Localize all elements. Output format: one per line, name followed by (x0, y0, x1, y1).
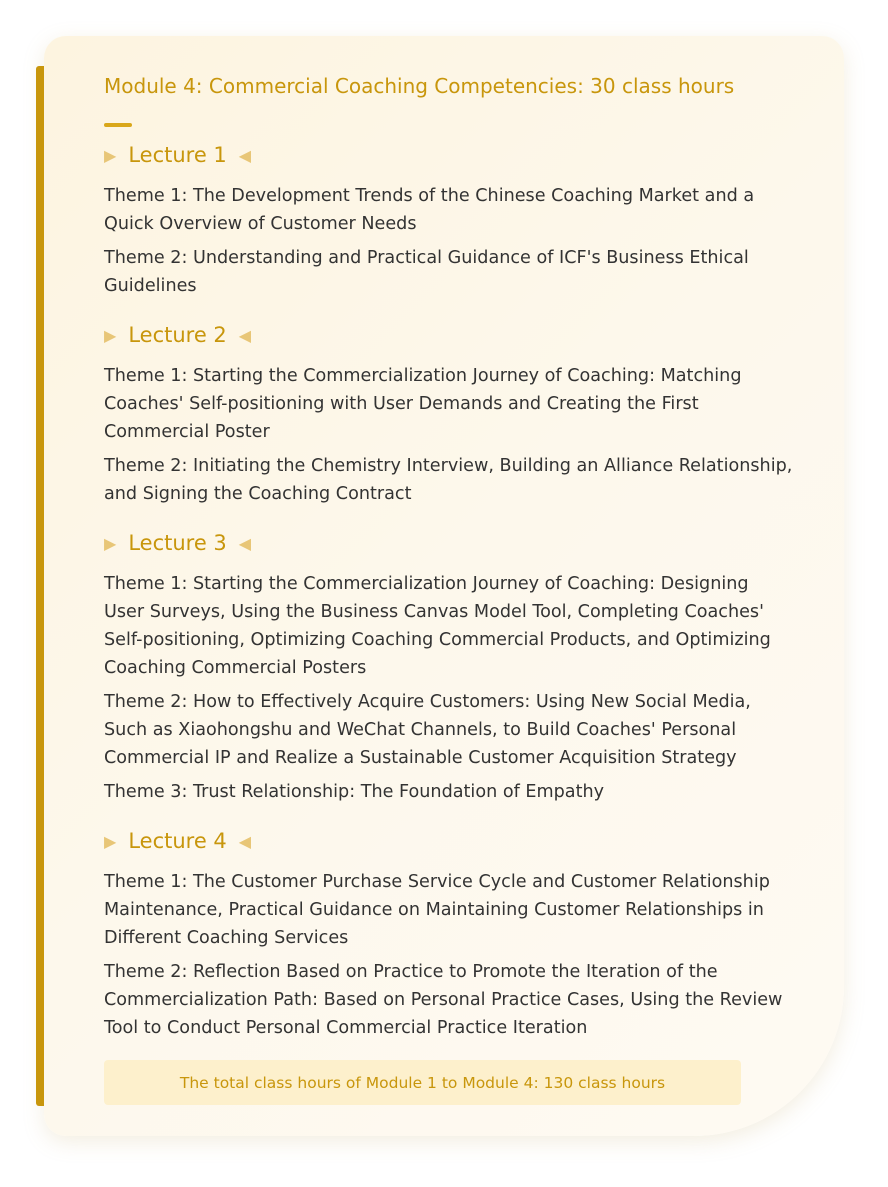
module-card (44, 36, 844, 1136)
lecture-heading (104, 826, 794, 856)
total-hours-banner (104, 1060, 741, 1105)
lecture-label: Lecture 3 (128, 531, 227, 555)
total-hours-text: The total class hours of Module 1 to Module 4: 130 class hours (179, 1073, 666, 1092)
lecture-heading (104, 528, 794, 558)
lecture-heading (104, 320, 794, 350)
triangle-right-icon: ▶ (104, 145, 117, 165)
triangle-right-icon: ▶ (104, 533, 117, 553)
triangle-left-icon: ◀ (238, 533, 252, 553)
lecture-3 (104, 528, 794, 806)
theme-item: Theme 2: Initiating the Chemistry Interview, Building an Alliance Relationship, and Signing the Coaching Contract (104, 456, 793, 504)
triangle-left-icon: ◀ (238, 831, 252, 851)
theme-item: Theme 1: Starting the Commercialization Journey of Coaching: Designing User Surveys, Using the Business Canvas Model Tool, Completing Coaches' Self-positioning, Optimizing Coaching Commercial Products, and Optimizing Coaching Commercial Posters (104, 574, 771, 678)
triangle-left-icon: ◀ (238, 325, 252, 345)
lecture-list (104, 140, 794, 1062)
lecture-heading (104, 140, 794, 170)
triangle-left-icon: ◀ (238, 145, 252, 165)
lecture-4 (104, 826, 794, 1042)
theme-list (104, 362, 794, 508)
lecture-2 (104, 320, 794, 508)
module-title: Module 4: Commercial Coaching Competencies: 30 class hours (104, 74, 735, 98)
theme-list (104, 182, 794, 300)
theme-item: Theme 1: Starting the Commercialization Journey of Coaching: Matching Coaches' Self-positioning with User Demands and Creating the First Commercial Poster (104, 366, 742, 442)
lecture-label: Lecture 1 (128, 143, 227, 167)
theme-item: Theme 1: The Development Trends of the Chinese Coaching Market and a Quick Overview of Customer Needs (104, 186, 755, 234)
theme-list (104, 868, 794, 1042)
lecture-1 (104, 140, 794, 300)
theme-item: Theme 3: Trust Relationship: The Foundation of Empathy (104, 782, 605, 802)
triangle-right-icon: ▶ (104, 831, 117, 851)
theme-item: Theme 2: How to Effectively Acquire Customers: Using New Social Media, Such as Xiaohongshu and WeChat Channels, to Build Coaches' Personal Commercial IP and Realize a Sustainable Customer Acquisition Strategy (104, 692, 751, 768)
theme-item: Theme 2: Understanding and Practical Guidance of ICF's Business Ethical Guidelines (104, 248, 749, 296)
lecture-label: Lecture 4 (128, 829, 227, 853)
lecture-label: Lecture 2 (128, 323, 227, 347)
title-underline (104, 123, 132, 127)
theme-list (104, 570, 794, 806)
triangle-right-icon: ▶ (104, 325, 117, 345)
theme-item: Theme 2: Reflection Based on Practice to Promote the Iteration of the Commercialization Path: Based on Personal Practice Cases, Using the Review Tool to Conduct Personal Commercial Practice Iteration (104, 962, 783, 1038)
theme-item: Theme 1: The Customer Purchase Service Cycle and Customer Relationship Maintenance, Practical Guidance on Maintaining Customer Relationships in Different Coaching Services (104, 872, 770, 948)
